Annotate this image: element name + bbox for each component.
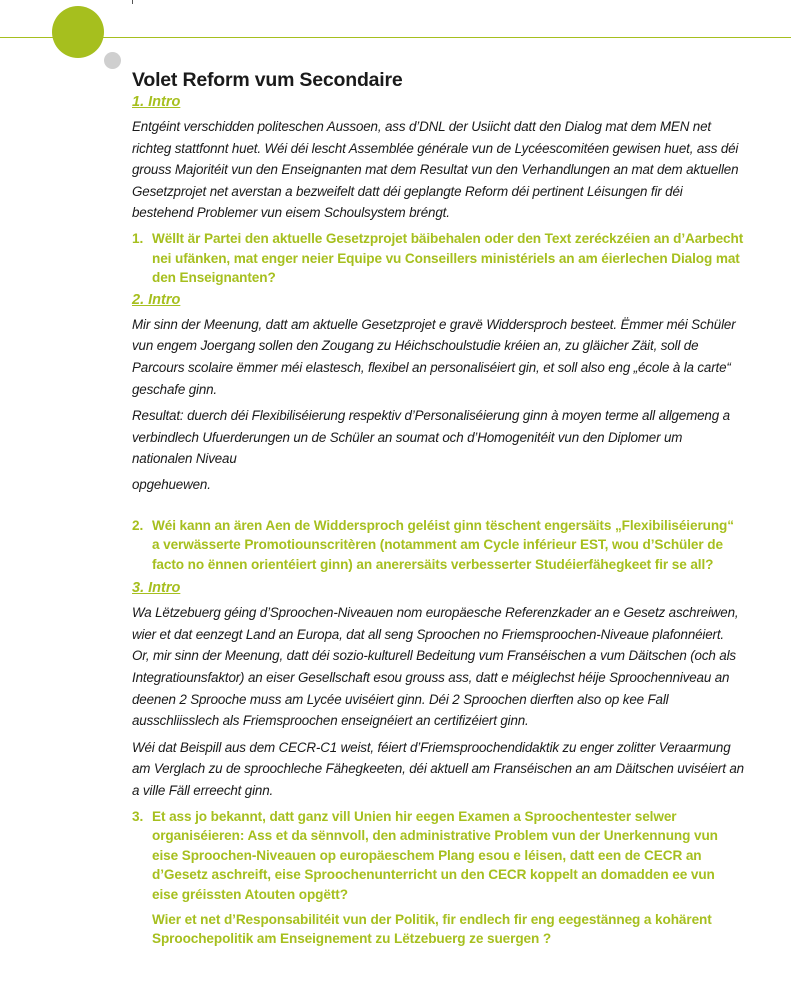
paragraph: Wa Lëtzebuerg géing d’Sproochen-Niveauen nom europäesche Referenzkader an e Gesetz aschreiwen, wier et dat eenzegt Land an Europa, dat all seng Sproochen no Friemsproochen-Niveaue plafonnéiert. Or, mir sinn der Meenung, datt déi sozio-kulturell Bedeitung vum Franséischen a vum Däitschen (och als Integratiounsfaktor) an eiser Gesellschaft esou grouss ass, datt e méiglechst héije Sproochenniveau an deenen 2 Sprooche muss am Lycée uviséiert ginn. Déi 2 Sproochen dierften also op kee Fall ausschliisslech als Friemsproochen enseignéiert an certifizéiert ginn.	[132, 605, 739, 729]
question-number: 2.	[132, 517, 144, 533]
question-number: 3.	[132, 808, 144, 824]
page-title: Volet Reform vum Secondaire	[132, 69, 403, 91]
question-text: Wéi kann an ären Aen de Widdersproch geléist ginn tëschent engersäits „Flexibiliséierung“ a verwässerte Promotiounscritèren (notamment am Cycle inférieur EST, wou d’Schüler de facto no ënnen orientéiert ginn) an anerersäits verbesserter Studéierfähegkeet fir se all?	[152, 517, 734, 572]
paragraph: Wéi dat Beispill aus dem CECR-C1 weist, féiert d’Friemsproochendidaktik zu enger zolitter Veraarmung am Verglach zu de sproochleche Fähegkeeten, déi aktuell am Franséischen an am Däitschen uviséiert an a ville Fäll erreecht ginn.	[132, 739, 744, 799]
paragraph: Mir sinn der Meenung, datt am aktuelle Gesetzprojet e gravë Widdersproch besteet. Ëmmer méi Schüler vun engem Joergang sollen den Zougang zu Héichschoulstudie kréien an, zu gläicher Zäit, soll de Parcours scolaire ëmmer méi elastesch, flexibel an personaliséiert gin, et soll also eng „école à la carte“ geschafe ginn.	[132, 316, 736, 397]
paragraph: opgehuewen.	[132, 476, 211, 492]
document-body	[132, 68, 744, 949]
decor-circle-small	[104, 52, 121, 69]
section-2	[132, 291, 744, 575]
paragraph: Entgéint verschidden politeschen Aussoen, ass d’DNL der Usiicht datt den Dialog mat dem MEN net richteg stattfonnt huet. Wéi déi lescht Assemblée générale vun de Lycéescomitéen gewisen huet, ass déi grouss Majoritéit vun den Enseignanten mat dem Resultat vun den Verhandlungen an mat dem aktuellen Gesetzprojet net averstan a bezweifelt datt déi geplangte Reform déi pertinent Léisungen fir déi bestehend Problemer vun eisem Schoulsystem bréngt.	[132, 119, 739, 221]
question-text: Et ass jo bekannt, datt ganz vill Unien hir eegen Examen a Sproochentester selwer organiséieren: Ass et da sënnvoll, den administrative Problem vun der Unerkennung vun eise Sproochen-Niveauen op europäeschem Plang esou e léisen, datt een de CECR an d’Gesetz aschreift, eise Sproochenunterricht un den CECR koppelt an domadden ee vun eise gréissten Atouten opgëtt?	[152, 808, 718, 902]
section-3	[132, 579, 744, 949]
section-heading: 3. Intro	[132, 580, 181, 597]
question-block	[132, 807, 744, 949]
question-number: 1.	[132, 230, 144, 246]
question-block	[132, 516, 744, 575]
header-rule	[0, 37, 791, 38]
question-text: Wier et net d’Responsabilitéit vun der Politik, fir endlech fir eng eegestänneg a kohärent Sproochepolitik am Enseignement zu Lëtzebuerg ze suergen ?	[152, 911, 712, 947]
decor-circle-large	[52, 6, 104, 58]
question-block	[132, 229, 744, 288]
section-heading: 1. Intro	[132, 94, 181, 110]
question-text: Wëllt är Partei den aktuelle Gesetzprojet bäibehalen oder den Text zeréckzéien an d’Aarbecht nei ufänken, mat enger neier Equipe vu Conseillers ministériels an am éierlechen Dialog mat den Enseignanten?	[152, 230, 744, 286]
section-1	[132, 93, 744, 288]
section-heading: 2. Intro	[132, 291, 181, 308]
page-corner-mark	[132, 0, 133, 4]
paragraph: Resultat: duerch déi Flexibiliséierung respektiv d’Personaliséierung ginn à moyen terme all allgemeng a verbindlech Ufuerderungen un de Schüler an soumat och d’Homogenitéit vun den Diplomer um nationalen Niveau	[132, 408, 730, 467]
